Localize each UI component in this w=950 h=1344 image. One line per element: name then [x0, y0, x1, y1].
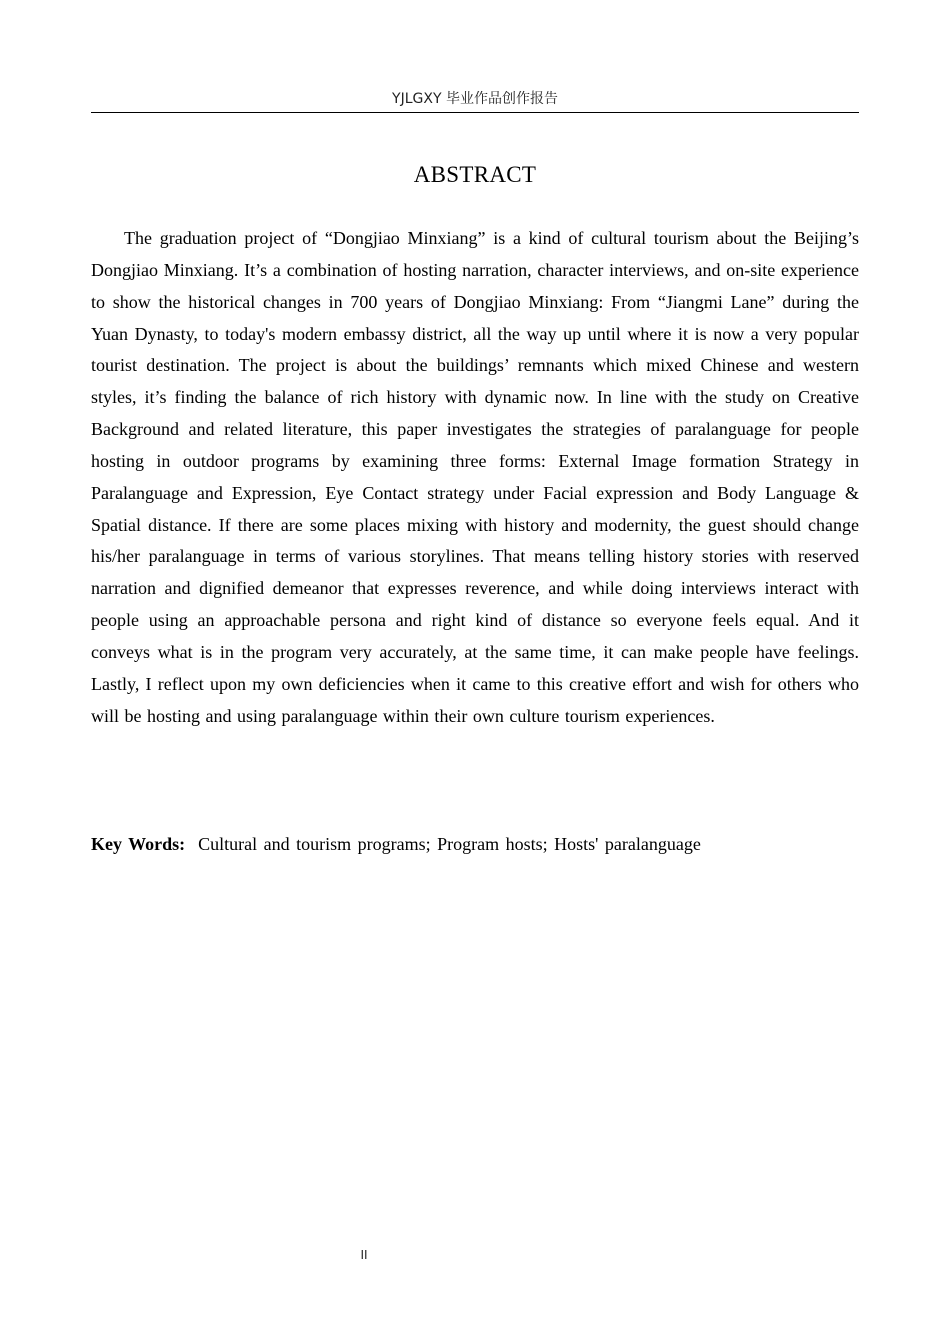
keywords-text: Cultural and tourism programs; Program hosts; Hosts' paralanguage [198, 834, 701, 854]
page-number: II [360, 1248, 368, 1262]
header-divider [91, 112, 859, 113]
page-header: YJLGXY 毕业作品创作报告 [392, 91, 558, 107]
keywords-label: Key Words: [91, 834, 186, 854]
abstract-body: The graduation project of “Dongjiao Minxiang” is a kind of cultural tourism about the Beijing’s Dongjiao Minxiang. It’s a combination of hosting narration, character interviews, and on-site experience to show the historical changes in 700 years of Dongjiao Minxiang: From “Jiangmi Lane” during the Yuan Dynasty, to today's modern embassy district, all the way up until where it is now a very popular tourist destination. The project is about the buildings’ remnants which mixed Chinese and western styles, it’s finding the balance of rich history with dynamic now. In line with the study on Creative Background and related literature, this paper investigates the strategies of paralanguage for people hosting in outdoor programs by examining three forms: External Image formation Strategy in Paralanguage and Expression, Eye Contact strategy under Facial expression and Body Language & Spatial distance. If there are some places mixing with history and modernity, the guest should change his/her paralanguage in terms of various storylines. That means telling history stories with reserved narration and dignified demeanor that expresses reverence, and while doing interviews interact with people using an approachable persona and right kind of distance so everyone feels equal. And it conveys what is in the program very accurately, at the same time, it can make people have feelings. Lastly, I reflect upon my own deficiencies when it came to this creative effort and wish for others who will be hosting and using paralanguage within their own culture tourism experiences. [91, 228, 859, 726]
abstract-title: ABSTRACT [413, 162, 537, 187]
keywords-line [91, 829, 859, 860]
